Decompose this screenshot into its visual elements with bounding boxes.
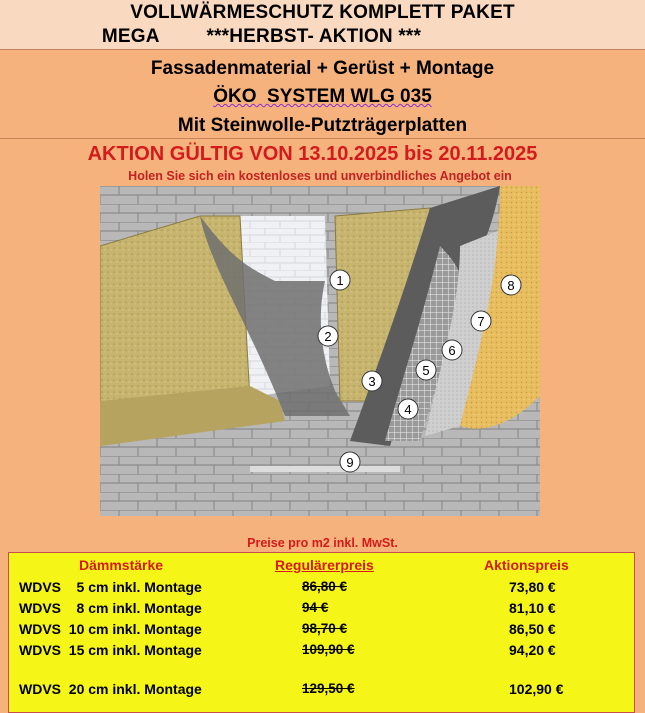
svg-text:2: 2 — [324, 329, 332, 344]
regular-price: 98,70 € — [302, 621, 348, 636]
svg-text:4: 4 — [404, 402, 412, 417]
svg-text:9: 9 — [346, 455, 354, 470]
marker-3 — [362, 371, 382, 391]
price-table — [8, 552, 635, 713]
subheader-line-3: Mit Steinwolle-Putzträgerplatten — [177, 115, 468, 136]
regular-price: 86,80 € — [302, 579, 348, 594]
aktion-subtext: Holen Sie sich ein kostenloses und unverbindliches Angebot ein — [128, 169, 512, 183]
title-herbst: ***HERBST- AKTION *** — [206, 26, 422, 47]
aktion-price: 102,90 € — [509, 681, 564, 697]
svg-text:7: 7 — [477, 314, 485, 329]
aktion-dates: AKTION GÜLTIG VON 13.10.2025 bis 20.11.2025 — [87, 143, 538, 165]
aktion-price: 81,10 € — [509, 600, 556, 616]
svg-text:6: 6 — [448, 343, 456, 358]
marker-8 — [501, 275, 521, 295]
aktion-price: 94,20 € — [509, 642, 556, 658]
regular-price: 94 € — [302, 600, 329, 615]
marker-7 — [471, 311, 491, 331]
insulation-layers-illustration — [100, 186, 540, 516]
marker-1 — [330, 270, 350, 290]
title-line-2 — [0, 26, 645, 48]
svg-text:1: 1 — [336, 273, 344, 288]
row-label: WDVS 5 cm inkl. Montage — [19, 579, 202, 595]
row-label: WDVS 10 cm inkl. Montage — [19, 621, 202, 637]
aktion-price: 73,80 € — [509, 579, 556, 595]
price-caption: Preise pro m2 inkl. MwSt. — [247, 536, 398, 550]
row-label: WDVS 8 cm inkl. Montage — [19, 600, 202, 616]
subheader-line-2 — [0, 86, 645, 108]
header-regulaerpreis: Regulärerpreis — [275, 557, 374, 573]
svg-text:8: 8 — [507, 278, 515, 293]
marker-4 — [398, 399, 418, 419]
marker-6 — [442, 340, 462, 360]
header-aktionspreis: Aktionspreis — [484, 557, 569, 573]
title-line-1: VOLLWÄRMESCHUTZ KOMPLETT PAKET — [130, 2, 515, 23]
aktion-price: 86,50 € — [509, 621, 556, 637]
row-label: WDVS 15 cm inkl. Montage — [19, 642, 202, 658]
marker-2 — [318, 326, 338, 346]
system-name: ÖKO SYSTEM WLG 035 — [213, 86, 432, 107]
starter-track — [250, 466, 400, 472]
regular-price: 129,50 € — [302, 681, 355, 696]
subheader-band — [0, 50, 645, 139]
header-daemmstaerke: Dämmstärke — [79, 557, 164, 573]
row-label: WDVS 20 cm inkl. Montage — [19, 681, 202, 697]
marker-9 — [340, 452, 360, 472]
regular-price: 109,90 € — [302, 642, 355, 657]
svg-text:5: 5 — [422, 363, 430, 378]
subheader-line-1: Fassadenmaterial + Gerüst + Montage — [150, 58, 495, 79]
title-mega: MEGA — [101, 26, 159, 47]
svg-text:3: 3 — [368, 374, 376, 389]
header-band — [0, 0, 645, 50]
marker-5 — [416, 360, 436, 380]
insulation-diagram — [100, 186, 540, 516]
